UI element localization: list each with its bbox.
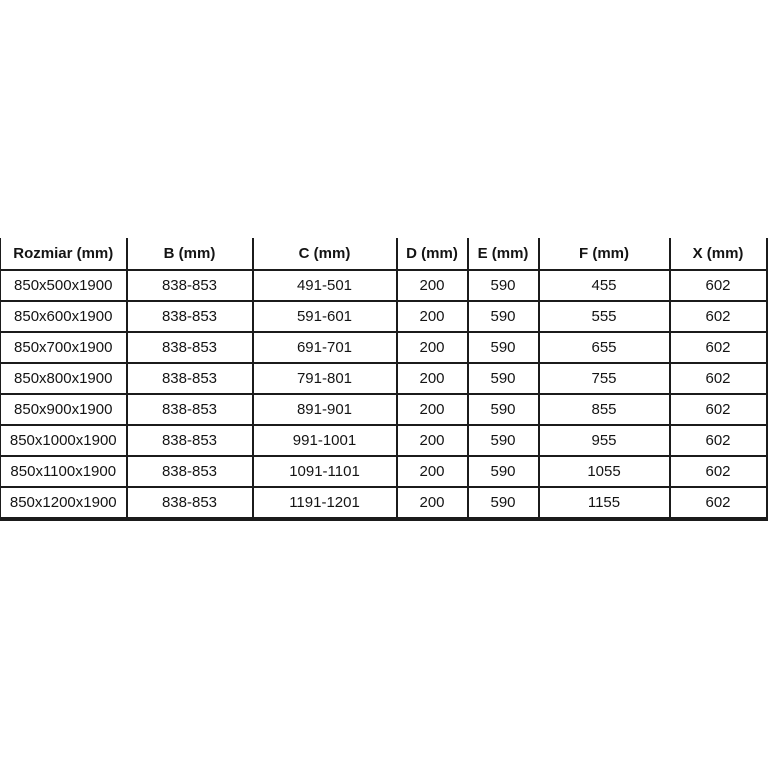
table-cell: 200 xyxy=(397,363,468,394)
table-cell: 838-853 xyxy=(127,301,253,332)
table-cell: 591-601 xyxy=(253,301,397,332)
col-header-x: X (mm) xyxy=(670,238,767,270)
table-cell: 855 xyxy=(539,394,670,425)
table-cell: 602 xyxy=(670,270,767,301)
col-header-d: D (mm) xyxy=(397,238,468,270)
table-cell: 200 xyxy=(397,456,468,487)
table-cell: 200 xyxy=(397,394,468,425)
table-row xyxy=(1,363,767,394)
table-cell: 602 xyxy=(670,363,767,394)
table-cell: 838-853 xyxy=(127,456,253,487)
table-cell: 602 xyxy=(670,394,767,425)
table-cell: 491-501 xyxy=(253,270,397,301)
table-cell: 850x700x1900 xyxy=(1,332,127,363)
table-cell: 590 xyxy=(468,332,539,363)
table-cell: 590 xyxy=(468,456,539,487)
col-header-e: E (mm) xyxy=(468,238,539,270)
table-cell: 955 xyxy=(539,425,670,456)
table-cell: 455 xyxy=(539,270,670,301)
table-cell: 838-853 xyxy=(127,332,253,363)
table-cell: 838-853 xyxy=(127,394,253,425)
table-row xyxy=(1,301,767,332)
table-cell: 590 xyxy=(468,363,539,394)
table-cell: 850x600x1900 xyxy=(1,301,127,332)
table-cell: 590 xyxy=(468,270,539,301)
table-row xyxy=(1,425,767,456)
table-cell: 200 xyxy=(397,301,468,332)
table-row xyxy=(1,456,767,487)
table-cell: 602 xyxy=(670,456,767,487)
col-header-c: C (mm) xyxy=(253,238,397,270)
table-cell: 691-701 xyxy=(253,332,397,363)
table-row xyxy=(1,270,767,301)
table-cell: 838-853 xyxy=(127,487,253,519)
table-cell: 655 xyxy=(539,332,670,363)
table-cell: 850x900x1900 xyxy=(1,394,127,425)
table-row xyxy=(1,332,767,363)
table-cell: 590 xyxy=(468,487,539,519)
table-cell: 850x1000x1900 xyxy=(1,425,127,456)
table-cell: 755 xyxy=(539,363,670,394)
table-cell: 850x800x1900 xyxy=(1,363,127,394)
table-cell: 850x1100x1900 xyxy=(1,456,127,487)
table-cell: 1191-1201 xyxy=(253,487,397,519)
table-cell: 1055 xyxy=(539,456,670,487)
table-cell: 602 xyxy=(670,425,767,456)
table-cell: 1155 xyxy=(539,487,670,519)
table-cell: 200 xyxy=(397,425,468,456)
table-cell: 200 xyxy=(397,270,468,301)
table-cell: 590 xyxy=(468,394,539,425)
table-cell: 838-853 xyxy=(127,425,253,456)
table-cell: 991-1001 xyxy=(253,425,397,456)
table-cell: 200 xyxy=(397,487,468,519)
table-body xyxy=(1,270,767,519)
table-cell: 850x1200x1900 xyxy=(1,487,127,519)
table-cell: 602 xyxy=(670,332,767,363)
table-cell: 838-853 xyxy=(127,270,253,301)
table-cell: 602 xyxy=(670,487,767,519)
col-header-b: B (mm) xyxy=(127,238,253,270)
table-cell: 602 xyxy=(670,301,767,332)
table-cell: 200 xyxy=(397,332,468,363)
spec-table xyxy=(0,238,768,521)
table-cell: 791-801 xyxy=(253,363,397,394)
table-cell: 1091-1101 xyxy=(253,456,397,487)
table-cell: 590 xyxy=(468,425,539,456)
table-cell: 850x500x1900 xyxy=(1,270,127,301)
table-row xyxy=(1,487,767,519)
col-header-f: F (mm) xyxy=(539,238,670,270)
col-header-rozmiar: Rozmiar (mm) xyxy=(1,238,127,270)
table-cell: 891-901 xyxy=(253,394,397,425)
table-cell: 838-853 xyxy=(127,363,253,394)
table-cell: 590 xyxy=(468,301,539,332)
header-row xyxy=(1,238,767,270)
table-cell: 555 xyxy=(539,301,670,332)
table-row xyxy=(1,394,767,425)
